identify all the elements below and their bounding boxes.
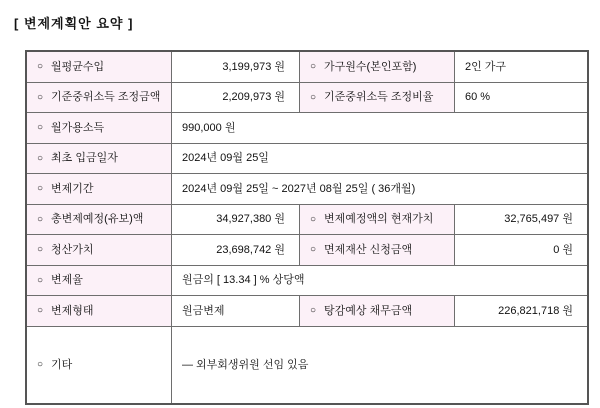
label-repayment-type [27, 296, 172, 327]
value-expected-debt-forgiveness-amount: 226,821,718 원 [455, 296, 587, 327]
label-text: 면제재산 신청금액 [324, 243, 413, 256]
value-median-income-adjustment-ratio: 60 % [455, 83, 587, 113]
circle-bullet-icon: ○ [37, 305, 44, 316]
circle-bullet-icon: ○ [37, 152, 44, 164]
page-title: [ 변제계획안 요약 ] [14, 16, 134, 31]
label-total-expected-repayment [27, 205, 172, 235]
label-monthly-disposable-income [27, 113, 172, 144]
value-monthly-average-income: 3,199,973 원 [172, 52, 300, 83]
value-etc-notes: — 외부회생위원 선임 있음 [182, 358, 309, 371]
value-present-value-of-repayment: 32,765,497 원 [455, 205, 587, 235]
label-text: 가구원수(본인포함) [324, 60, 417, 73]
value-household-members: 2인 가구 [455, 52, 587, 83]
value-total-expected-repayment: 34,927,380 원 [172, 205, 300, 235]
circle-bullet-icon: ○ [310, 91, 317, 103]
label-household-members [300, 52, 455, 83]
circle-bullet-icon: ○ [37, 244, 44, 255]
value-repayment-type: 원금변제 [172, 296, 300, 327]
value-first-deposit-date: 2024년 09월 25일 [172, 144, 587, 174]
value-repayment-period: 2024년 09월 25일 ~ 2027년 08월 25일 ( 36개월) [172, 174, 587, 205]
circle-bullet-icon: ○ [37, 61, 44, 72]
label-etc-notes [27, 327, 172, 403]
value-median-income-adjusted-amount: 2,209,973 원 [172, 83, 300, 113]
circle-bullet-icon: ○ [310, 244, 317, 255]
circle-bullet-icon: ○ [37, 213, 44, 225]
label-text: 탕감예상 채무금액 [324, 304, 413, 317]
label-median-income-adjustment-ratio [300, 83, 455, 113]
label-text: 기준중위소득 조정비율 [324, 91, 434, 103]
label-text: 변제기간 [51, 182, 94, 195]
label-text: 청산가치 [51, 243, 94, 256]
label-repayment-period [27, 174, 172, 205]
label-liquidation-value [27, 235, 172, 266]
label-repayment-rate [27, 266, 172, 296]
label-text: 월가용소득 [51, 121, 105, 134]
label-first-deposit-date [27, 144, 172, 174]
label-text: 총변제예정(유보)액 [51, 213, 144, 225]
label-text: 기타 [51, 358, 73, 371]
label-median-income-adjusted-amount [27, 83, 172, 113]
circle-bullet-icon: ○ [37, 359, 44, 370]
circle-bullet-icon: ○ [310, 61, 317, 72]
repayment-plan-summary-table [25, 50, 589, 405]
label-exempt-property-application-amount [300, 235, 455, 266]
circle-bullet-icon: ○ [37, 122, 44, 133]
value-repayment-rate: 원금의 [ 13.34 ] % 상당액 [172, 266, 587, 296]
circle-bullet-icon: ○ [37, 183, 44, 194]
label-text: 변제예정액의 현재가치 [324, 213, 434, 225]
circle-bullet-icon: ○ [37, 91, 44, 103]
circle-bullet-icon: ○ [310, 305, 317, 316]
label-text: 기준중위소득 조정금액 [51, 91, 161, 103]
circle-bullet-icon: ○ [310, 213, 317, 225]
label-text: 변제율 [51, 274, 83, 286]
label-text: 최초 입금일자 [51, 152, 118, 164]
circle-bullet-icon: ○ [37, 274, 44, 286]
value-monthly-disposable-income: 990,000 원 [172, 113, 587, 144]
value-liquidation-value: 23,698,742 원 [172, 235, 300, 266]
label-text: 월평균수입 [51, 60, 105, 73]
label-present-value-of-repayment [300, 205, 455, 235]
value-exempt-property-application-amount: 0 원 [455, 235, 587, 266]
label-monthly-average-income [27, 52, 172, 83]
label-expected-debt-forgiveness-amount [300, 296, 455, 327]
label-text: 변제형태 [51, 304, 94, 317]
